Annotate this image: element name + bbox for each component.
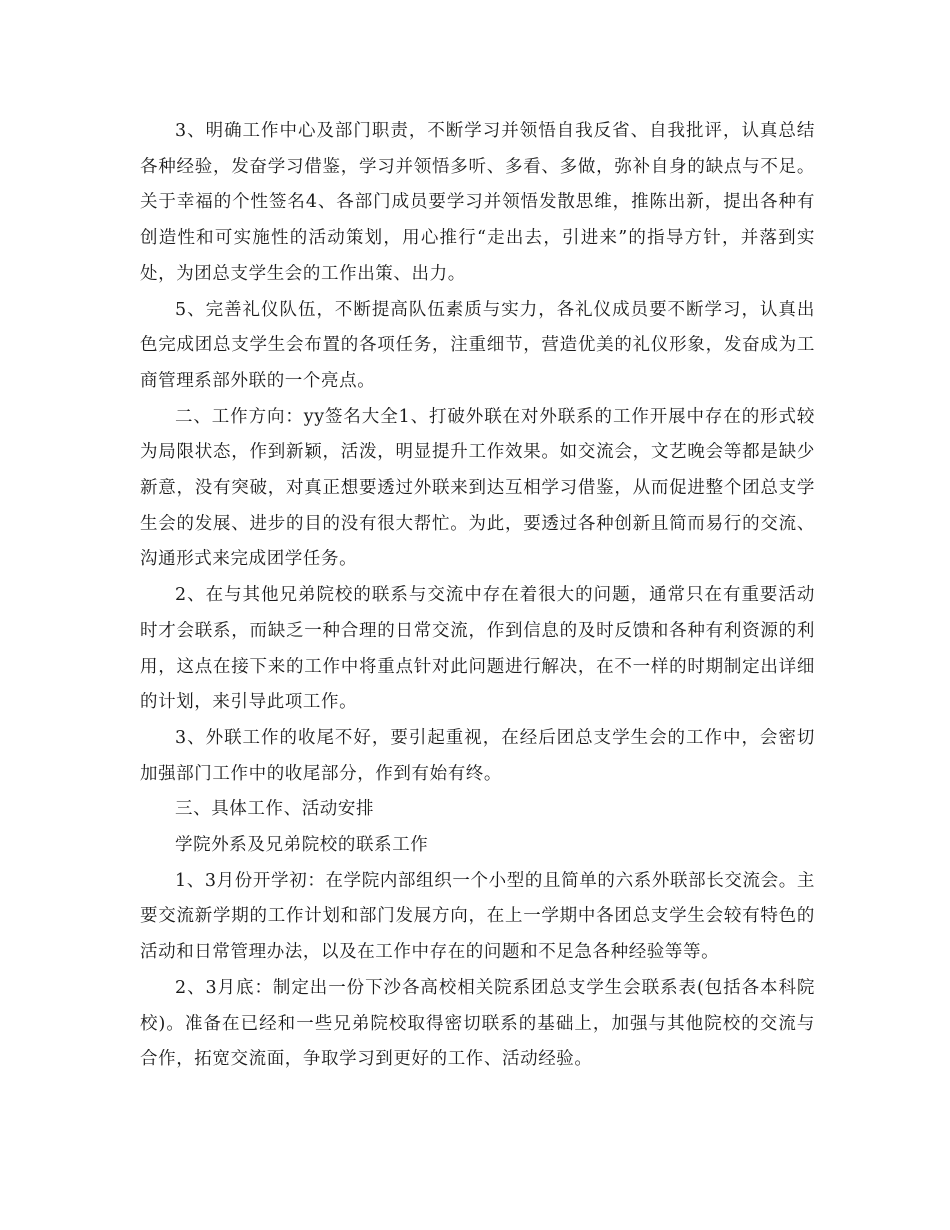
subsection-heading: 学院外系及兄弟院校的联系工作	[175, 835, 429, 856]
paragraph-2: 5、完善礼仪队伍，不断提高队伍素质与实力，各礼仪成员要不断学习，认真出色完成团总支学生会布置的各项任务，注重细节，营造优美的礼仪形象，发奋成为工商管理系部外联的一个亮点。	[140, 299, 815, 391]
paragraph-5: 3、外联工作的收尾不好，要引起重视，在经后团总支学生会的工作中，会密切加强部门工作中的收尾部分，作到有始有终。	[140, 727, 815, 784]
section-heading-3: 三、具体工作、活动安排	[175, 799, 375, 820]
document-body	[140, 114, 815, 1078]
paragraph-7: 2、3月底：制定出一份下沙各高校相关院系团总支学生会联系表(包括各本科院校)。准备在已经和一些兄弟院校取得密切联系的基础上，加强与其他院校的交流与合作，拓宽交流面，争取学习到更好的工作、活动经验。	[140, 977, 815, 1070]
paragraph-6: 1、3月份开学初：在学院内部组织一个小型的且简单的六系外联部长交流会。主要交流新学期的工作计划和部门发展方向，在上一学期中各团总支学生会较有特色的活动和日常管理办法，以及在工作中存在的问题和不足急各种经验等等。	[140, 870, 815, 963]
paragraph-3: 二、工作方向：yy签名大全1、打破外联在对外联系的工作开展中存在的形式较为局限状态，作到新颖，活泼，明显提升工作效果。如交流会，文艺晚会等都是缺少新意，没有突破，对真正想要透过外联来到达互相学习借鉴，从而促进整个团总支学生会的发展、进步的目的没有很大帮忙。为此，要透过各种创新且简而易行的交流、沟通形式来完成团学任务。	[140, 406, 815, 570]
paragraph-1: 3、明确工作中心及部门职责，不断学习并领悟自我反省、自我批评，认真总结各种经验，发奋学习借鉴，学习并领悟多听、多看、多做，弥补自身的缺点与不足。关于幸福的个性签名4、各部门成员要学习并领悟发散思维，推陈出新，提出各种有创造性和可实施性的活动策划，用心推行“走出去，引进来”的指导方针，并落到实处，为团总支学生会的工作出策、出力。	[140, 121, 815, 284]
paragraph-4: 2、在与其他兄弟院校的联系与交流中存在着很大的问题，通常只在有重要活动时才会联系，而缺乏一种合理的日常交流，作到信息的及时反馈和各种有利资源的利用，这点在接下来的工作中将重点针对此问题进行解决，在不一样的时期制定出详细的计划，来引导此项工作。	[140, 585, 815, 713]
